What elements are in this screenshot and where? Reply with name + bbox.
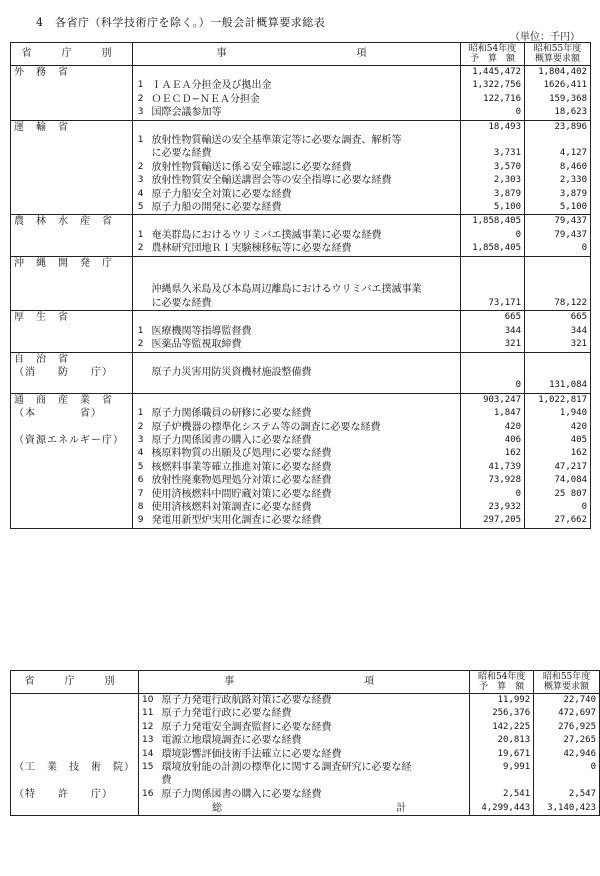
fy55-amount: 79,437 — [525, 229, 591, 242]
item-number: 4 — [137, 188, 144, 199]
fy55-amount: 23,896 — [525, 120, 591, 134]
item-number: 7 — [137, 488, 144, 499]
fy54-amount: 420 — [461, 421, 525, 434]
table-row — [11, 270, 591, 283]
table-row — [11, 106, 591, 120]
fy55-amount: 5,100 — [525, 201, 591, 215]
fy55-amount: 25 807 — [525, 488, 591, 501]
fy54-amount: 3,879 — [461, 188, 525, 201]
fy54-amount: 3,731 — [461, 147, 525, 160]
fy54-amount — [470, 774, 534, 787]
table-row — [11, 215, 591, 229]
fy55-amount: 420 — [525, 421, 591, 434]
item-number — [133, 270, 149, 283]
item-description: 電源立地環境調査に必要な経費 — [161, 735, 302, 747]
item-description: 原子力船の開発に必要な経費 — [149, 201, 461, 215]
item-number — [139, 774, 159, 787]
fy54-amount — [461, 134, 525, 147]
fy54-amount: 162 — [461, 447, 525, 460]
fy54-amount: 1,445,472 — [461, 66, 525, 80]
table-row — [11, 352, 591, 366]
item-description: 発電用新型炉実用化調査に必要な経費 — [149, 514, 461, 528]
item-description: 原子力関係図書の購入に必要な経費 — [151, 434, 312, 446]
item-number: 3 — [133, 106, 149, 120]
table-row — [11, 461, 591, 474]
table-row — [11, 379, 591, 393]
table-row — [11, 79, 591, 92]
item-number: 2 — [137, 161, 144, 172]
fy54-amount — [461, 270, 525, 283]
item-number: 10 — [142, 695, 154, 705]
fy54-amount: 1,847 — [461, 407, 525, 420]
item-description: 環境放射能の計測の標準化に関する調査研究に必要な経 — [161, 762, 412, 774]
item-description: 原子力船安全対策に必要な経費 — [151, 188, 292, 200]
item-number: 12 — [142, 721, 154, 732]
item-description: 原子炉機器の標準化システム等の調査に必要な経費 — [151, 421, 381, 433]
fy54-amount — [461, 283, 525, 296]
table-row — [11, 366, 591, 379]
table-row — [11, 256, 591, 270]
fy55-amount: 405 — [525, 434, 591, 447]
fy55-amount: 665 — [525, 311, 591, 325]
item-number: 2 — [133, 242, 149, 256]
table-row — [11, 788, 600, 801]
fy55-amount: 47,217 — [525, 461, 591, 474]
table-row — [11, 761, 600, 774]
item-number — [133, 215, 149, 229]
ministry-cell — [11, 325, 133, 338]
fy55-amount: 2,330 — [525, 174, 591, 187]
table-row — [11, 748, 600, 761]
ministry-cell — [11, 774, 139, 787]
table-row — [11, 421, 591, 434]
table-row — [11, 721, 600, 734]
ministry-cell — [11, 514, 133, 528]
item-description: ＯＥＣＤ−ＮＥＡ分担金 — [151, 93, 260, 105]
item-number — [133, 256, 149, 270]
budget-table-2 — [10, 670, 600, 816]
fy55-amount: 2,547 — [534, 788, 600, 801]
table-row — [11, 474, 591, 487]
ministry-cell — [11, 421, 133, 434]
header-fy54: 昭和54年度 予 算 額 — [461, 43, 525, 66]
ministry-cell — [11, 147, 133, 160]
fy55-amount: 0 — [525, 242, 591, 256]
fy55-amount — [525, 352, 591, 366]
item-description: 原子力発電安全調査監督に必要な経費 — [161, 721, 332, 733]
table-row — [11, 393, 591, 407]
ministry-cell: 沖 縄 開 発 庁 — [11, 256, 133, 270]
fy55-amount: 27,265 — [534, 734, 600, 747]
table-row — [11, 66, 591, 80]
item-number: 2 — [137, 421, 144, 432]
fy55-amount — [525, 366, 591, 379]
fy54-amount: 2,303 — [461, 174, 525, 187]
fy55-amount: 344 — [525, 325, 591, 338]
ministry-cell — [11, 174, 133, 187]
fy55-amount: 159,368 — [525, 93, 591, 106]
ministry-cell — [11, 734, 139, 747]
table-row — [11, 188, 591, 201]
fy54-amount: 122,716 — [461, 93, 525, 106]
fy54-amount: 256,376 — [470, 707, 534, 720]
item-description: に必要な経費 — [151, 148, 212, 160]
table-row — [11, 407, 591, 420]
ministry-cell — [11, 134, 133, 147]
item-description: 使用済核燃料対策調査に必要な経費 — [151, 501, 312, 513]
fy55-amount: 18,623 — [525, 106, 591, 120]
header-ministry: 省 庁 別 — [11, 43, 133, 66]
fy54-amount: 41,739 — [461, 461, 525, 474]
item-description: 使用済核燃料中間貯蔵対策に必要な経費 — [151, 488, 332, 500]
item-number: 6 — [137, 475, 144, 486]
item-description — [149, 120, 461, 134]
fy55-amount — [525, 283, 591, 296]
item-description — [149, 352, 461, 366]
item-number: 3 — [137, 434, 144, 445]
header-item: 事 項 — [133, 43, 461, 66]
item-number — [133, 366, 149, 379]
ministry-cell — [11, 188, 133, 201]
item-description — [149, 215, 461, 229]
fy54-amount: 5,100 — [461, 201, 525, 215]
fy55-amount: 276,925 — [534, 721, 600, 734]
item-number: 1 — [137, 325, 144, 336]
ministry-cell — [11, 270, 133, 283]
ministry-cell — [11, 338, 133, 352]
item-description — [149, 256, 461, 270]
fy55-amount — [525, 134, 591, 147]
fy54-amount: 665 — [461, 311, 525, 325]
ministry-cell — [11, 447, 133, 460]
fy55-amount: 22,740 — [534, 694, 600, 708]
fy55-amount: 78,122 — [525, 297, 591, 311]
total-label: 総 計 — [139, 801, 470, 816]
table-row — [11, 283, 591, 296]
item-number — [133, 393, 149, 407]
item-description: 環境影響評価技術手法確立に必要な経費 — [161, 748, 342, 760]
budget-table-1 — [10, 42, 591, 529]
fy54-amount — [461, 366, 525, 379]
ministry-cell — [11, 694, 139, 708]
item-description: 放射性物質輸送に係る安全確認に必要な経費 — [151, 161, 352, 173]
item-number: 5 — [133, 201, 149, 215]
item-number — [133, 352, 149, 366]
fy54-amount: 9,991 — [470, 761, 534, 774]
item-number: 1 — [137, 408, 144, 419]
table-row — [11, 297, 591, 311]
item-number — [133, 283, 149, 296]
item-number: 3 — [137, 175, 144, 186]
item-number: 9 — [133, 514, 149, 528]
header-item: 事 項 — [139, 671, 470, 694]
ministry-cell: 通 商 産 業 省 — [11, 393, 133, 407]
fy55-amount: 74,084 — [525, 474, 591, 487]
item-number — [133, 379, 149, 393]
fy55-amount: 1,022,817 — [525, 393, 591, 407]
fy54-amount: 406 — [461, 434, 525, 447]
ministry-cell — [11, 501, 133, 514]
fy55-amount: 79,437 — [525, 215, 591, 229]
item-description: 核燃料事業等確立推進対策に必要な経費 — [151, 461, 332, 473]
fy54-amount: 344 — [461, 325, 525, 338]
ministry-cell — [11, 106, 133, 120]
table-row — [11, 338, 591, 352]
fy54-amount — [461, 352, 525, 366]
table-row — [11, 229, 591, 242]
item-number — [133, 147, 149, 160]
fy54-amount: 297,205 — [461, 514, 525, 528]
total-row — [11, 801, 600, 816]
table-row — [11, 501, 591, 514]
table-row — [11, 488, 591, 501]
fy54-amount: 1,858,405 — [461, 242, 525, 256]
item-description: 医療機関等指導監督費 — [151, 325, 252, 337]
table-row — [11, 120, 591, 134]
fy55-amount: 1626,411 — [525, 79, 591, 92]
ministry-cell: 自 治 省 — [11, 352, 133, 366]
table-header — [11, 43, 591, 66]
fy54-amount: 3,570 — [461, 161, 525, 174]
item-description: 核原料物質の出願及び処理に必要な経費 — [151, 448, 332, 460]
item-number: 2 — [133, 338, 149, 352]
ministry-cell — [11, 161, 133, 174]
fy54-amount: 0 — [461, 488, 525, 501]
item-number: 15 — [142, 762, 154, 773]
table-row — [11, 93, 591, 106]
fy54-amount: 11,992 — [470, 694, 534, 708]
table-row — [11, 161, 591, 174]
ministry-cell — [11, 721, 139, 734]
fy55-amount: 131,084 — [525, 379, 591, 393]
item-description — [149, 393, 461, 407]
fy55-amount: 4,127 — [525, 147, 591, 160]
item-number: 4 — [137, 448, 144, 459]
item-description: 放射性廃棄物処理処分対策に必要な経費 — [151, 475, 332, 487]
fy55-amount: 1,804,402 — [525, 66, 591, 80]
table-row — [11, 201, 591, 215]
item-description: に必要な経費 — [149, 297, 461, 311]
ministry-cell — [11, 488, 133, 501]
item-description: 原子力発電行政に必要な経費 — [161, 708, 292, 720]
item-description — [149, 379, 461, 393]
table-row — [11, 174, 591, 187]
ministry-cell — [11, 748, 139, 761]
item-number: 11 — [142, 708, 154, 719]
fy54-amount: 142,225 — [470, 721, 534, 734]
ministry-cell — [11, 461, 133, 474]
item-number — [133, 120, 149, 134]
ministry-cell: 農 林 水 産 省 — [11, 215, 133, 229]
fy54-amount: 0 — [461, 106, 525, 120]
fy54-amount — [461, 256, 525, 270]
table-row — [11, 694, 600, 708]
fy55-amount — [525, 270, 591, 283]
ministry-cell: （資源エネルギー庁） — [11, 434, 133, 447]
fy54-amount: 321 — [461, 338, 525, 352]
ministry-cell — [11, 474, 133, 487]
fy54-amount: 73,171 — [461, 297, 525, 311]
item-number: 14 — [142, 748, 154, 759]
fy54-amount: 0 — [461, 229, 525, 242]
item-description: 奄美群島におけるウリミバエ撲滅事業に必要な経費 — [151, 229, 382, 241]
item-description: ＩＡＥＡ分担金及び拠出金 — [151, 80, 272, 92]
fy54-amount: 1,858,405 — [461, 215, 525, 229]
item-description — [149, 270, 461, 283]
fy55-amount — [525, 256, 591, 270]
ministry-cell: （消 防 庁） — [11, 366, 133, 379]
header-fy54: 昭和54年度 予 算 額 — [470, 671, 534, 694]
ministry-cell — [11, 229, 133, 242]
table-row — [11, 147, 591, 160]
unit-label: （単位：千円） — [510, 32, 580, 43]
item-number: 1 — [137, 229, 144, 240]
ministry-cell — [11, 379, 133, 393]
item-number: 16 — [142, 788, 154, 799]
fy54-amount: 19,671 — [470, 748, 534, 761]
item-number: 5 — [137, 461, 144, 472]
fy54-amount: 1,322,756 — [461, 79, 525, 92]
item-number: 1 — [137, 135, 144, 146]
table-row — [11, 434, 591, 447]
fy54-amount: 2,541 — [470, 788, 534, 801]
ministry-cell — [11, 283, 133, 296]
item-description: 国際会議参加等 — [149, 106, 461, 120]
table-row — [11, 734, 600, 747]
item-description — [149, 311, 461, 325]
item-number: 13 — [142, 735, 154, 746]
fy55-amount — [534, 774, 600, 787]
header-ministry: 省 庁 別 — [11, 671, 139, 694]
ministry-cell: 外 務 省 — [11, 66, 133, 80]
ministry-cell — [11, 297, 133, 311]
item-description: 原子力発電行政航路対策に必要な経費 — [161, 695, 332, 706]
fy55-amount: 0 — [534, 761, 600, 774]
table-row — [11, 707, 600, 720]
ministry-cell — [11, 707, 139, 720]
table-row — [11, 242, 591, 256]
fy55-amount: 321 — [525, 338, 591, 352]
header-fy55: 昭和55年度 概算要求額 — [534, 671, 600, 694]
table-row — [11, 134, 591, 147]
table-row — [11, 325, 591, 338]
fy54-amount: 0 — [461, 379, 525, 393]
table-row — [11, 311, 591, 325]
table-row — [11, 514, 591, 528]
item-description: 原子力関係図書の購入に必要な経費 — [161, 788, 322, 800]
header-fy55: 昭和55年度 概算要求額 — [525, 43, 591, 66]
ministry-cell — [11, 79, 133, 92]
item-description: 放射性物質輸送の安全基準策定等に必要な調査、解析等 — [151, 135, 402, 147]
item-description: 費 — [161, 775, 172, 787]
item-description: 農林研究団地ＲＩ実験棟移転等に必要な経費 — [149, 242, 461, 256]
item-description: 放射性物質安全輸送講習会等の安全指導に必要な経費 — [151, 175, 392, 187]
item-description: 沖縄県久米島及び本島周辺離島におけるウリミバエ撲滅事業 — [151, 284, 422, 296]
fy54-amount: 18,493 — [461, 120, 525, 134]
ministry-cell: （工 業 技 術 院） — [11, 761, 139, 774]
item-number: 2 — [137, 93, 144, 104]
ministry-cell: 運 輸 省 — [11, 120, 133, 134]
fy55-amount: 162 — [525, 447, 591, 460]
item-description: 医薬品等監視取締費 — [149, 338, 461, 352]
ministry-cell: （本 省） — [11, 407, 133, 420]
fy54-amount: 73,928 — [461, 474, 525, 487]
item-description: 原子力災害用防災資機材施設整備費 — [151, 366, 312, 378]
fy55-amount: 0 — [525, 501, 591, 514]
item-number: 1 — [137, 80, 144, 91]
table-row — [11, 447, 591, 460]
item-number: 8 — [137, 501, 144, 512]
item-number — [133, 297, 149, 311]
total-fy55: 3,140,423 — [534, 801, 600, 816]
fy54-amount: 903,247 — [461, 393, 525, 407]
item-description — [149, 66, 461, 80]
total-fy54: 4,299,443 — [470, 801, 534, 816]
fy55-amount: 42,946 — [534, 748, 600, 761]
item-description: 原子力関係職員の研修に必要な経費 — [151, 408, 312, 420]
ministry-cell: 厚 生 省 — [11, 311, 133, 325]
ministry-cell — [11, 242, 133, 256]
item-number — [133, 311, 149, 325]
item-number — [133, 66, 149, 80]
fy55-amount: 3,879 — [525, 188, 591, 201]
fy55-amount: 8,460 — [525, 161, 591, 174]
table-row — [11, 774, 600, 787]
table-header — [11, 671, 600, 694]
fy55-amount: 472,697 — [534, 707, 600, 720]
page-title: 4 各省庁（科学技術庁を除く。）一般会計概算要求総表 — [36, 16, 326, 29]
ministry-cell — [11, 201, 133, 215]
fy55-amount: 1,940 — [525, 407, 591, 420]
fy55-amount: 27,662 — [525, 514, 591, 528]
ministry-cell — [11, 93, 133, 106]
fy54-amount: 23,932 — [461, 501, 525, 514]
ministry-cell: （特 許 庁） — [11, 788, 139, 801]
fy54-amount: 20,813 — [470, 734, 534, 747]
